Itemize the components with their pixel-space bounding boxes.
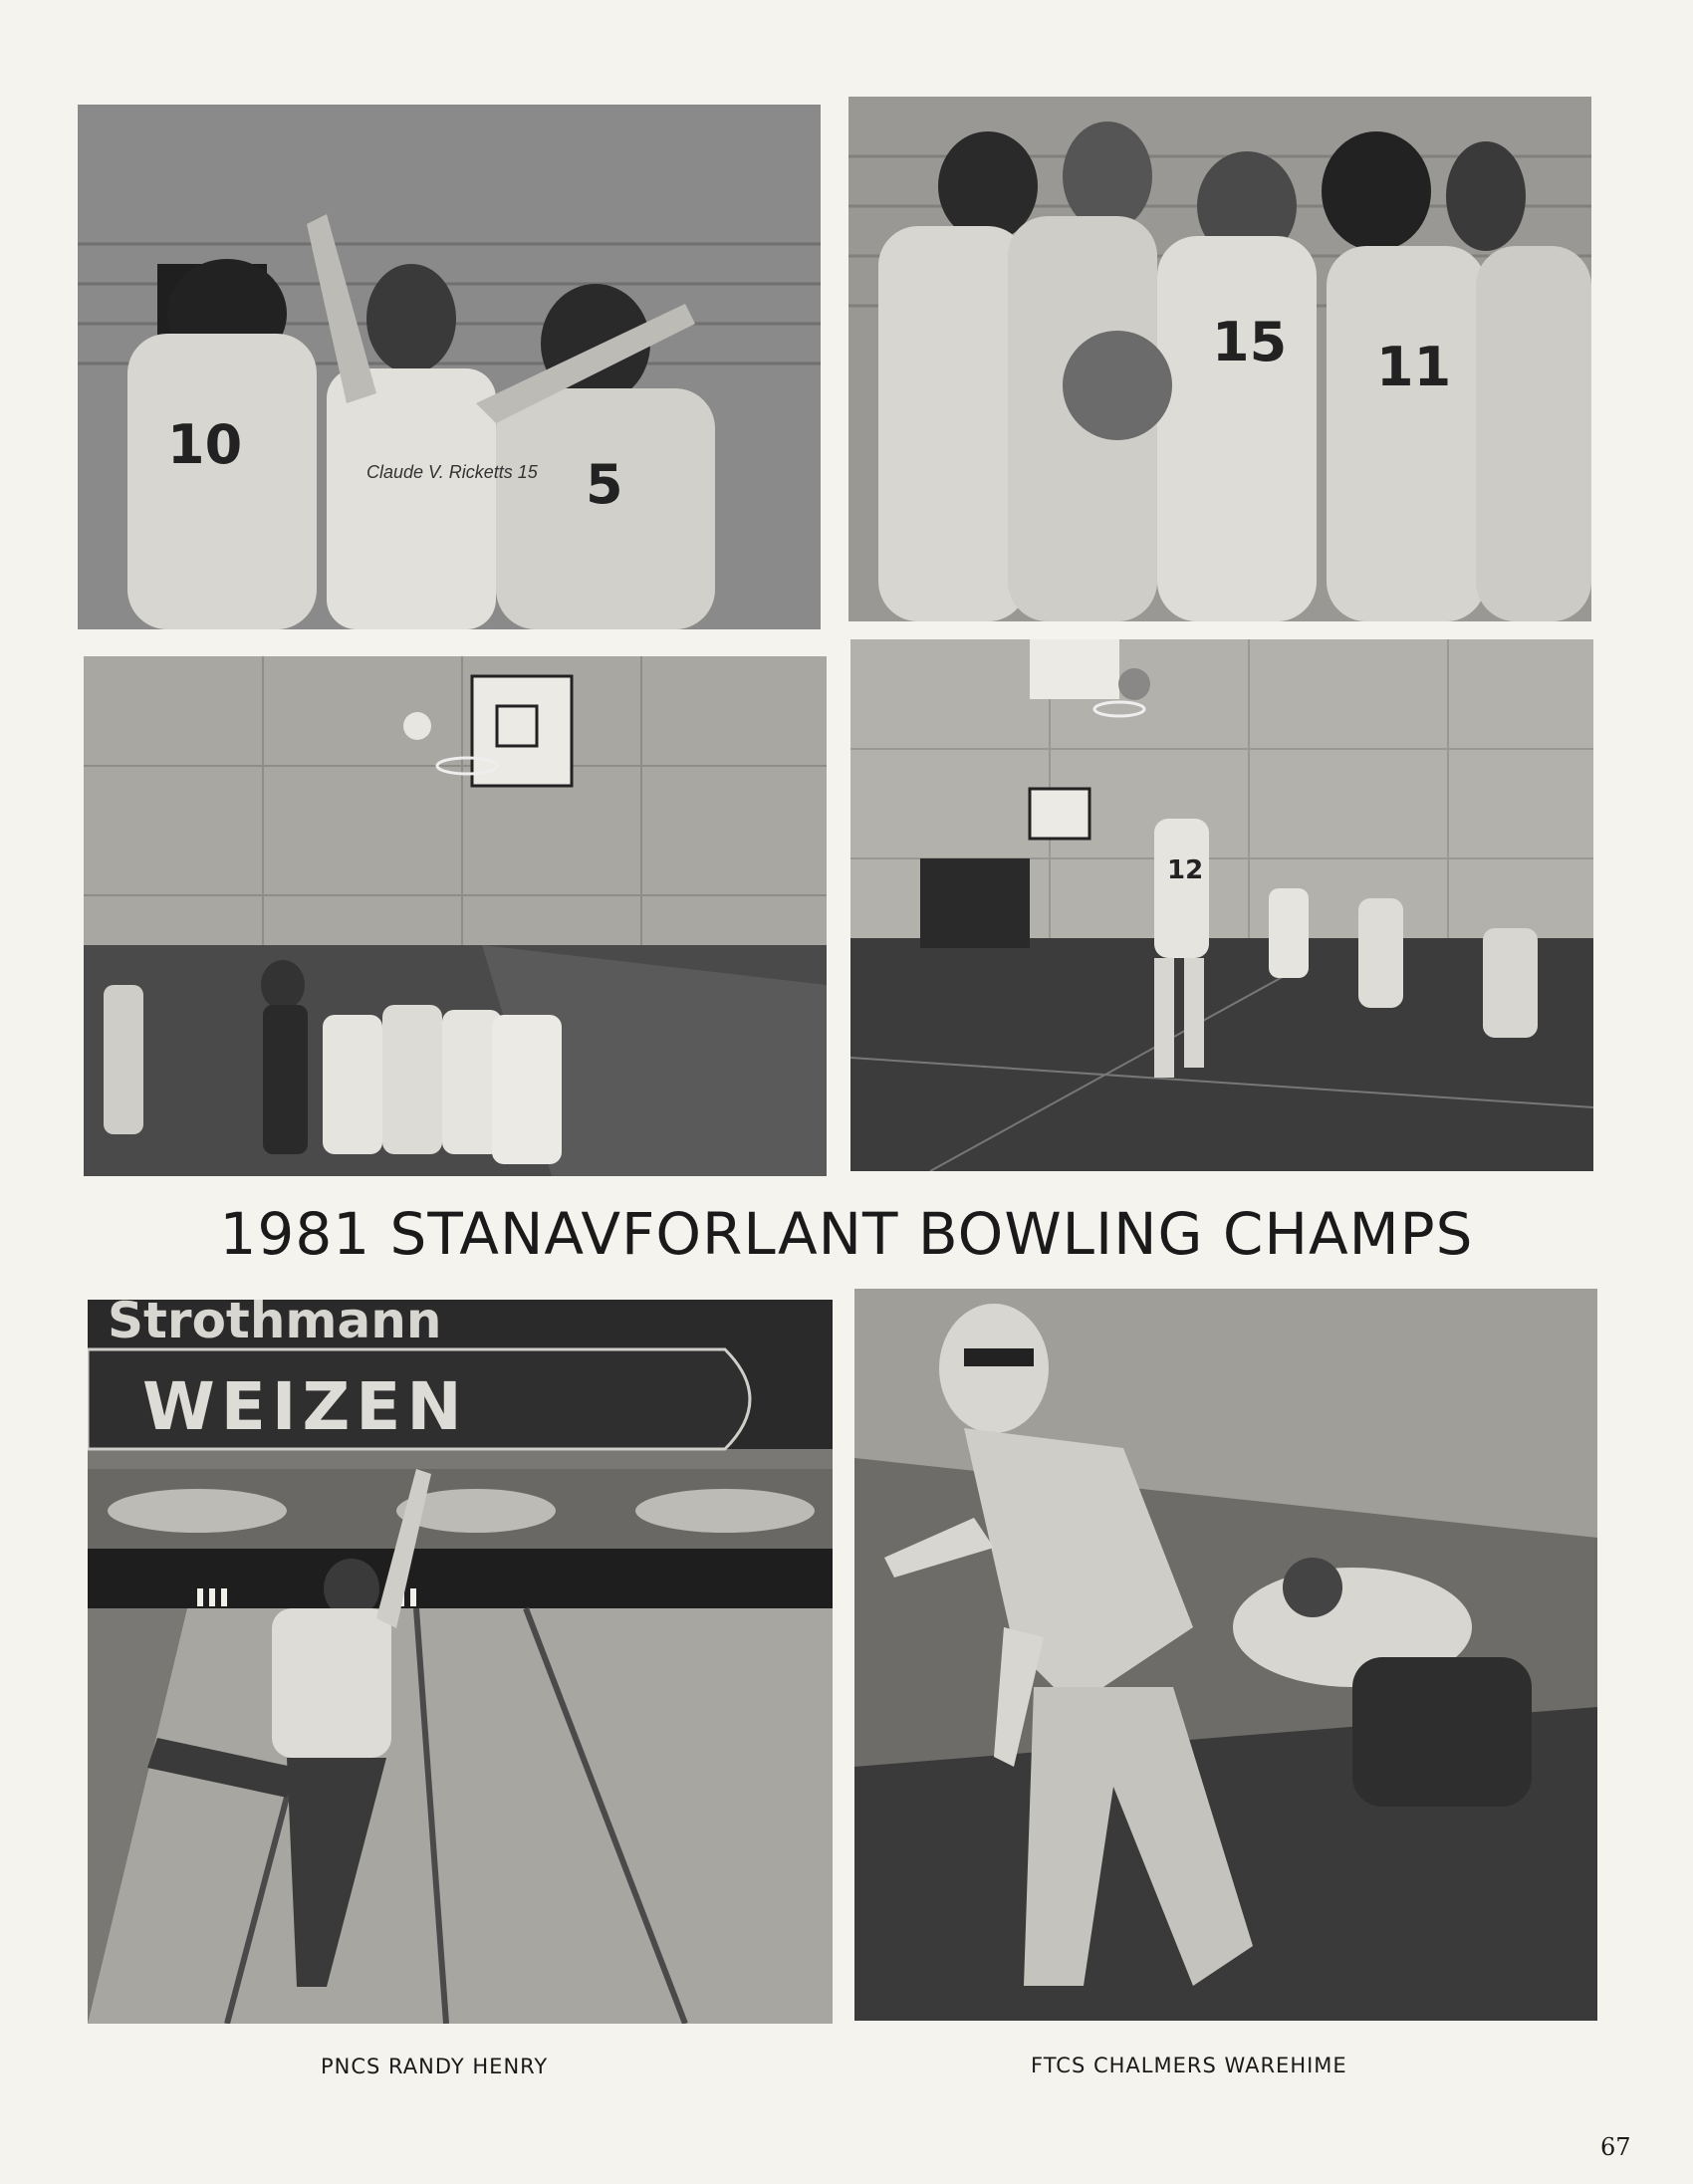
photo-basketball-defense — [78, 105, 821, 629]
sign-text: WEIZEN — [142, 1368, 468, 1445]
page-number: 67 — [1600, 2133, 1631, 2161]
jersey-number: 11 — [1376, 336, 1452, 398]
photo-bowler-left — [88, 1300, 833, 2024]
jersey-number: 10 — [167, 413, 243, 476]
caption-left: PNCS RANDY HENRY — [321, 2055, 549, 2078]
jersey-lettering: Claude V. Ricketts 15 — [366, 462, 538, 482]
jersey-number: 5 — [586, 453, 623, 516]
photo-team-huddle — [848, 97, 1591, 621]
jersey-number: 15 — [1212, 311, 1288, 373]
photo-rebound-under-basket — [84, 656, 827, 1176]
headline: 1981 STANAVFORLANT BOWLING CHAMPS — [219, 1200, 1474, 1268]
photo-bowler-right — [854, 1289, 1597, 2021]
caption-right: FTCS CHALMERS WAREHIME — [1031, 2054, 1347, 2077]
sign-text: Strothmann — [108, 1300, 442, 1349]
jersey-number: 12 — [1167, 855, 1204, 885]
photo-jump-shot-court — [850, 639, 1593, 1171]
